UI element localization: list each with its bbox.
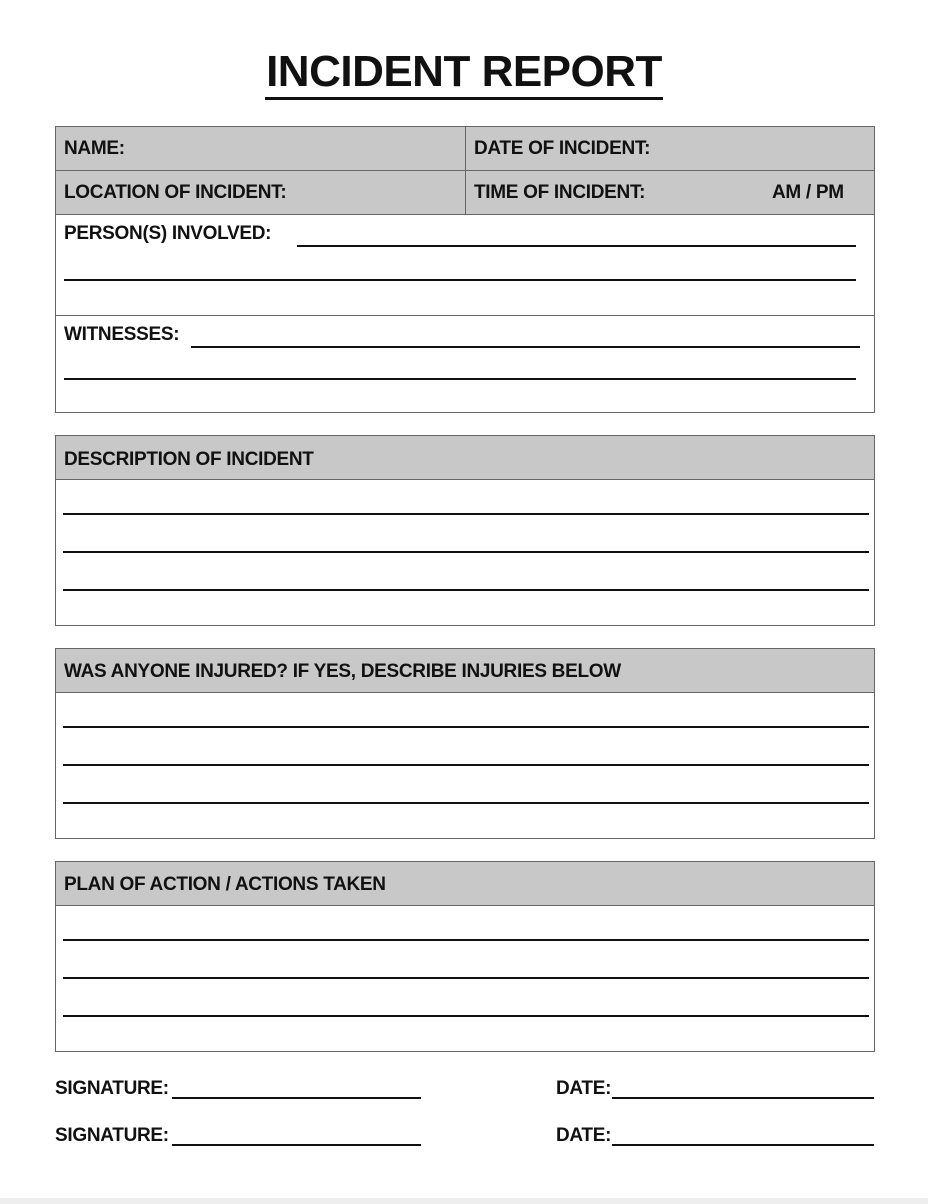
persons-line-2[interactable] — [64, 279, 856, 281]
actions-line-2[interactable] — [63, 977, 869, 979]
actions-line-1[interactable] — [63, 939, 869, 941]
signature-label-1: SIGNATURE: — [55, 1078, 169, 1099]
am-pm-label: AM / PM — [772, 182, 844, 203]
date-line-2[interactable] — [612, 1144, 874, 1146]
signature-line-2[interactable] — [172, 1144, 421, 1146]
header-divider — [56, 692, 874, 693]
description-line-2[interactable] — [63, 551, 869, 553]
actions-heading: PLAN OF ACTION / ACTIONS TAKEN — [64, 874, 386, 895]
location-of-incident-label: LOCATION OF INCIDENT: — [64, 182, 287, 203]
page-title — [0, 44, 928, 100]
title-text: INCIDENT REPORT — [265, 47, 663, 100]
name-label: NAME: — [64, 138, 125, 159]
header-divider — [56, 479, 874, 480]
page-bottom-edge — [0, 1198, 928, 1204]
injuries-line-1[interactable] — [63, 726, 869, 728]
header-divider — [56, 905, 874, 906]
date-of-incident-label: DATE OF INCIDENT: — [474, 138, 651, 159]
signature-label-2: SIGNATURE: — [55, 1125, 169, 1146]
date-label-1: DATE: — [556, 1078, 612, 1099]
signature-line-1[interactable] — [172, 1097, 421, 1099]
description-line-1[interactable] — [63, 513, 869, 515]
injuries-line-3[interactable] — [63, 802, 869, 804]
witnesses-label: WITNESSES: — [64, 324, 180, 345]
row-divider — [56, 315, 874, 316]
description-box — [55, 435, 875, 626]
persons-involved-label: PERSON(S) INVOLVED: — [64, 223, 272, 244]
time-of-incident-label: TIME OF INCIDENT: — [474, 182, 646, 203]
injuries-box — [55, 648, 875, 839]
date-label-2: DATE: — [556, 1125, 612, 1146]
column-divider — [465, 127, 466, 215]
description-heading: DESCRIPTION OF INCIDENT — [64, 449, 314, 470]
witnesses-line-2[interactable] — [64, 378, 856, 380]
injuries-line-2[interactable] — [63, 764, 869, 766]
persons-line-1[interactable] — [297, 245, 856, 247]
date-line-1[interactable] — [612, 1097, 874, 1099]
actions-box — [55, 861, 875, 1052]
description-line-3[interactable] — [63, 589, 869, 591]
incident-info-box — [55, 126, 875, 413]
injuries-heading: WAS ANYONE INJURED? IF YES, DESCRIBE INJURIES BELOW — [64, 661, 621, 682]
actions-line-3[interactable] — [63, 1015, 869, 1017]
witnesses-line-1[interactable] — [191, 346, 860, 348]
